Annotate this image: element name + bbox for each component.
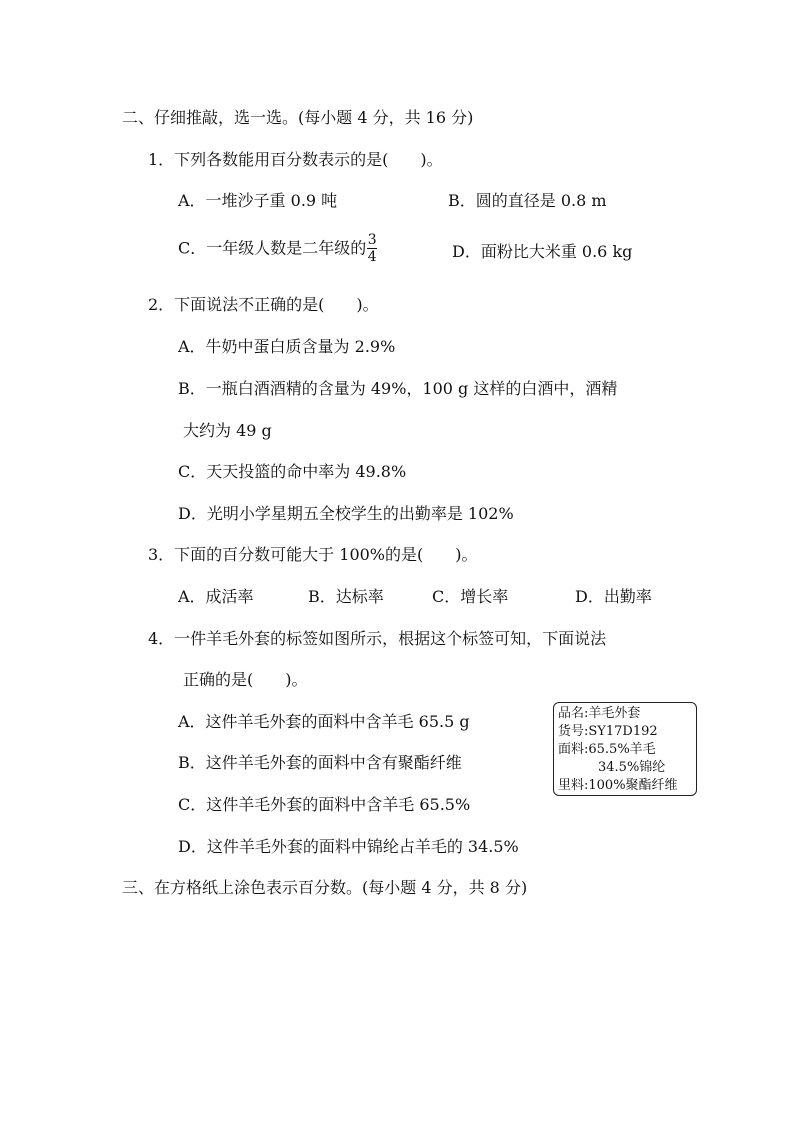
section-2-title: 二、仔细推敲，选一选。(每小题 4 分，共 16 分) [122, 108, 474, 127]
fraction-denominator: 4 [367, 249, 377, 265]
tag-product-name: 品名:羊毛外套 [558, 706, 641, 721]
question-4-stem-line1: 4．一件羊毛外套的标签如图所示，根据这个标签可知，下面说法 [148, 629, 607, 648]
question-2-option-c: C．天天投篮的命中率为 49.8% [178, 462, 407, 481]
tag-fabric-wool: 面料:65.5%羊毛 [558, 742, 656, 757]
question-4-option-a: A．这件羊毛外套的面料中含羊毛 65.5 g [178, 712, 470, 731]
question-1-option-a: A．一堆沙子重 0.9 吨 [178, 191, 338, 210]
tag-item-code: 货号:SY17D192 [558, 724, 658, 739]
question-2-option-a: A．牛奶中蛋白质含量为 2.9% [178, 337, 396, 356]
question-2-option-d: D．光明小学星期五全校学生的出勤率是 102% [178, 504, 514, 523]
fraction-numerator: 3 [367, 232, 377, 248]
question-4-option-b: B．这件羊毛外套的面料中含有聚酯纤维 [178, 753, 462, 772]
question-3-option-b: B．达标率 [308, 587, 384, 606]
fraction-three-quarters [367, 233, 377, 264]
question-1-option-b: B．圆的直径是 0.8 m [448, 191, 607, 210]
question-2-option-b-line2: 大约为 49 g [183, 421, 272, 440]
question-1-option-c-text: C．一年级人数是二年级的 [178, 238, 367, 258]
question-3-stem: 3．下面的百分数可能大于 100%的是( )。 [148, 545, 478, 564]
tag-lining: 里料:100%聚酯纤维 [558, 778, 678, 793]
question-4-option-d: D．这件羊毛外套的面料中锦纶占羊毛的 34.5% [178, 837, 519, 856]
question-4-option-c: C．这件羊毛外套的面料中含羊毛 65.5% [178, 795, 471, 814]
question-1-stem: 1．下列各数能用百分数表示的是( )。 [148, 150, 443, 169]
question-3-option-d: D．出勤率 [575, 587, 652, 606]
question-1-option-c [178, 233, 377, 264]
question-3-option-c: C．增长率 [432, 587, 509, 606]
question-4-stem-line2: 正确的是( )。 [183, 670, 308, 689]
question-3-option-a: A．成活率 [178, 587, 254, 606]
question-2-option-b-line1: B．一瓶白酒酒精的含量为 49%，100 g 这样的白酒中，酒精 [178, 379, 618, 398]
tag-fabric-nylon: 34.5%锦纶 [598, 760, 666, 775]
clothing-tag [553, 702, 697, 796]
question-2-stem: 2．下面说法不正确的是( )。 [148, 295, 379, 314]
question-1-option-d: D．面粉比大米重 0.6 kg [452, 242, 633, 261]
section-3-title: 三、在方格纸上涂色表示百分数。(每小题 4 分，共 8 分) [122, 878, 528, 897]
